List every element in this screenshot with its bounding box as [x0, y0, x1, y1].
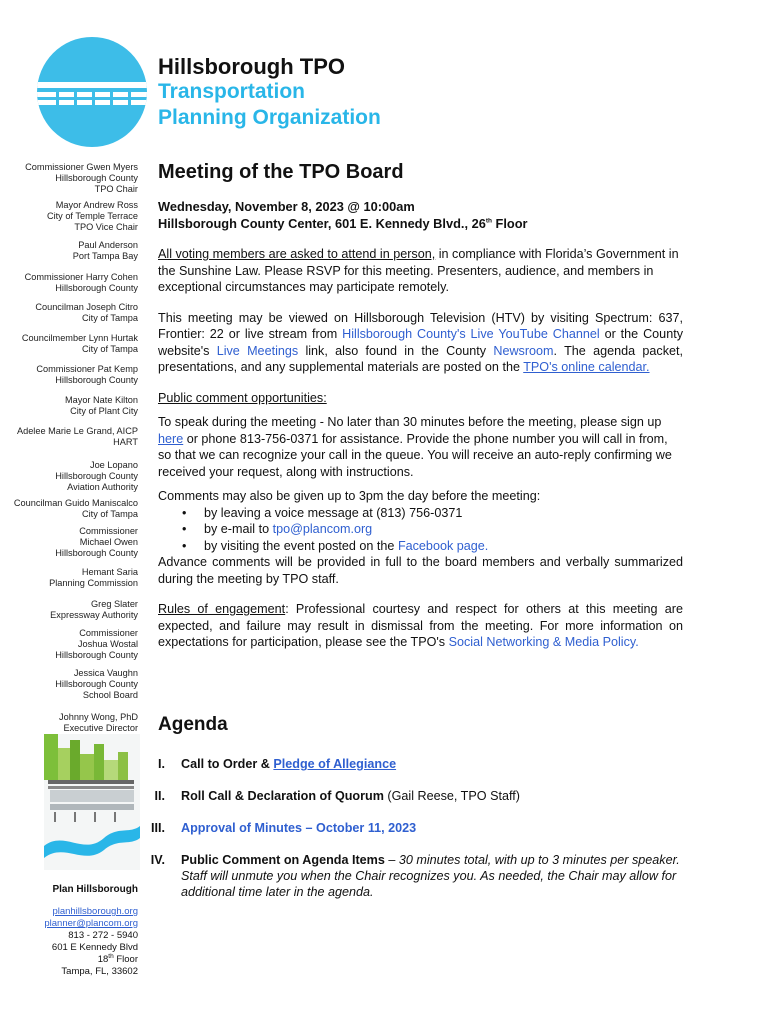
- member-wong: Johnny Wong, PhD Executive Director: [59, 712, 138, 733]
- member-citro: Councilman Joseph Citro City of Tampa: [35, 302, 138, 323]
- member-saria: Hemant Saria Planning Commission: [49, 567, 138, 588]
- tpo-email-link[interactable]: tpo@plancom.org: [272, 522, 373, 536]
- signup-here-link[interactable]: here: [158, 431, 184, 446]
- member-legrand: Adelee Marie Le Grand, AICP HART: [16, 426, 138, 447]
- member-anderson: Paul Anderson Port Tampa Bay: [72, 240, 138, 261]
- org-name-line2: Transportation: [158, 80, 306, 103]
- address-floor: 18th Floor: [97, 952, 138, 965]
- public-comment-heading: Public comment opportunities:: [158, 390, 327, 405]
- member-lopano: Joe Lopano Hillsborough County Aviation Authority: [55, 460, 138, 492]
- speak-paragraph: To speak during the meeting - No later than 30 minutes before the meeting, please sign up here or phone 813-756-0371 for assistance. Provide the phone number you will call in from, so that we can recognize your call in the queue. You will receive an auto-reply confirming we received your request, along with instructions.: [158, 415, 672, 479]
- facebook-link[interactable]: Facebook page.: [397, 538, 489, 553]
- list-item: • by visiting the event posted on the Facebook page.: [204, 538, 683, 555]
- member-vaughn: Jessica Vaughn Hillsborough County School Board: [55, 668, 138, 700]
- member-myers: Commissioner Gwen Myers Hillsborough County TPO Chair: [25, 162, 138, 194]
- pledge-link[interactable]: Pledge of Allegiance: [273, 757, 397, 771]
- youtube-channel-link[interactable]: Hillsborough County's Live YouTube Channel: [342, 327, 600, 341]
- online-calendar-link[interactable]: TPO's online calendar.: [523, 360, 650, 374]
- tpo-logo: [36, 36, 148, 148]
- agenda-title: Agenda: [158, 714, 228, 735]
- member-owen: Commissioner Michael Owen Hillsborough County: [55, 526, 138, 558]
- contact-block: [0, 906, 138, 978]
- meeting-title: Meeting of the TPO Board: [158, 161, 404, 183]
- member-kemp: Commissioner Pat Kemp Hillsborough County: [36, 364, 138, 385]
- address-line1: 601 E Kennedy Blvd: [51, 942, 138, 953]
- list-item: • by e-mail to tpo@plancom.org: [204, 521, 683, 538]
- meeting-date: Wednesday, November 8, 2023 @ 10:00am: [158, 199, 415, 214]
- advance-comments-intro: Comments may also be given up to 3pm the day before the meeting:: [158, 489, 541, 503]
- member-cohen: Commissioner Harry Cohen Hillsborough County: [24, 272, 138, 293]
- website-link[interactable]: planhillsborough.org: [52, 906, 138, 917]
- social-media-policy-link[interactable]: Social Networking & Media Policy.: [448, 635, 639, 649]
- member-kilton: Mayor Nate Kilton City of Plant City: [64, 395, 138, 416]
- list-item: • by leaving a voice message at (813) 756-0371: [204, 505, 683, 522]
- meeting-location: Hillsborough County Center, 601 E. Kennedy Blvd., 26th Floor: [158, 216, 528, 231]
- newsroom-link[interactable]: Newsroom: [493, 343, 554, 358]
- viewing-paragraph: This meeting may be viewed on Hillsborough Television (HTV) by visiting Spectrum: 637, Frontier: 22 or live stream from Hillsborough County's Live YouTube Channel or the County website's Live Meetings link, also found in the County Newsroom. The agenda packet, presentations, and any supplemental materials are posted on the TPO's online calendar.: [158, 310, 683, 374]
- member-slater: Greg Slater Expressway Authority: [50, 599, 138, 620]
- member-ross: Mayor Andrew Ross City of Temple Terrace TPO Vice Chair: [46, 200, 138, 232]
- address-city: Tampa, FL, 33602: [61, 966, 138, 977]
- phone-number: 813 - 272 - 5940: [68, 930, 138, 941]
- comment-methods-list: [158, 505, 683, 555]
- org-name-line1: Hillsborough TPO: [158, 54, 345, 79]
- member-maniscalco: Councilman Guido Maniscalco City of Tampa: [13, 498, 138, 519]
- email-link[interactable]: planner@plancom.org: [44, 918, 138, 929]
- minutes-link[interactable]: Approval of Minutes – October 11, 2023: [181, 821, 417, 835]
- attendance-paragraph: All voting members are asked to attend in person, in compliance with Florida’s Government in the Sunshine Law. Please RSVP for this meeting. Presenters, audience, and members in exceptional circumstances may participate remotely.: [158, 247, 679, 294]
- main-content: [158, 160, 683, 651]
- member-wostal: Commissioner Joshua Wostal Hillsborough County: [55, 628, 138, 660]
- rules-paragraph: Rules of engagement: Professional courtesy and respect for others at this meeting are expected, and failure may result in dismissal from the meeting. For more information on expectations for participation, please see the TPO's Social Networking & Media Policy.: [158, 602, 683, 649]
- plan-hillsborough-graphic: [44, 734, 140, 870]
- org-name-line3: Planning Organization: [158, 106, 381, 129]
- plan-hillsborough-title: Plan Hillsborough: [52, 884, 138, 895]
- advance-comments-note: Advance comments will be provided in full to the board members and verbally summarized during the meeting by TPO staff.: [158, 555, 683, 586]
- live-meetings-link[interactable]: Live Meetings: [216, 343, 299, 358]
- member-hurtak: Councilmember Lynn Hurtak City of Tampa: [21, 333, 138, 354]
